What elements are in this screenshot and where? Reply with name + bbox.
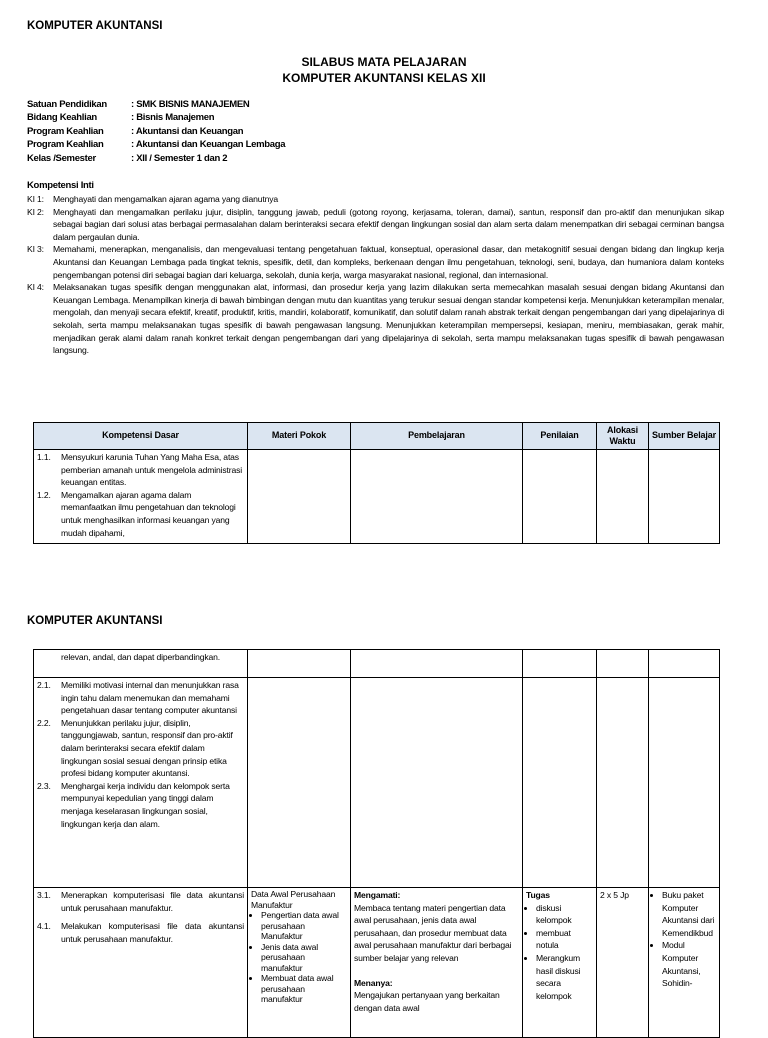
syllabus-table-page2 — [33, 649, 720, 1038]
ki-number: KI 2: — [27, 206, 44, 217]
sumber-list — [652, 889, 716, 990]
kd-text: relevan, andal, dan dapat diperbandingkan. — [61, 652, 221, 662]
empty-cell — [523, 650, 597, 678]
identity-block — [27, 98, 285, 165]
empty-cell — [523, 450, 597, 544]
kd-item — [37, 717, 244, 780]
ki-text: Melaksanakan tugas spesifik dengan menggunakan alat, informasi, dan prosedur kerja yang lazim dilakukan serta memecahkan masalah sesuai dengan bidang Akuntansi dan Keuangan Lembaga. Menampilkan kinerja di bawah bimbingan dengan mutu dan kuantitas yang terukur sesuai dengan standar kompetensi kerja. Menunjukkan keterampilan menalar, mengolah, dan menyaji secara efektif, kreatif, produktif, kritis, mandiri, kolaboratif, komunikatif, dan solutif dalam ranah abstrak terkait dengan pengembangan dari yang dipelajarinya di sekolah, serta mampu melaksanakan tugas spesifik di bawah pengawasan langsung. Menunjukkan keterampilan mempersepsi, kesiapan, meniru, membiasakan, gerak mahir, menjadikan gerak alami dalam ranah konkret terkait dengan pengembangan dari yang dipelajarinya di sekolah, serta mampu melaksanakan tugas spesifik di bawah pengawasan langsung. — [53, 282, 724, 356]
empty-cell — [523, 678, 597, 888]
document-header: KOMPUTER AKUNTANSI — [27, 615, 163, 627]
syllabus-table-page1 — [33, 422, 720, 544]
empty-cell — [248, 650, 351, 678]
penilaian-list — [526, 902, 593, 1003]
mengamati-text: Membaca tentang materi pengertian data awal perusahaan, jenis data awal perusahaan, dan prosedur membuat data awal perusahaan manufaktur dari berbagai sumber belajar yang relevan — [354, 902, 512, 963]
kd-text: Mengamalkan ajaran agama dalam memanfaatkan ilmu pengetahuan dan teknologi untuk menghasilkan informasi keuangan yang mudah dipahami, — [61, 489, 236, 538]
empty-cell — [649, 450, 720, 544]
empty-cell — [351, 650, 523, 678]
header-alokasi-waktu: Alokasi Waktu — [597, 423, 649, 450]
header-kompetensi-dasar: Kompetensi Dasar — [34, 423, 248, 450]
kd-number: 3.1. — [37, 890, 51, 900]
materi-item: • Membuat data awal perusahaan manufaktur — [261, 973, 347, 1005]
materi-heading: Data Awal Perusahaan Manufaktur — [251, 889, 336, 910]
ki-text: Menghayati dan mengamalkan ajaran agama yang dianutnya — [53, 194, 279, 204]
sumber-item: • Modul Komputer Akuntansi, Sohidin- — [662, 939, 716, 989]
kd-cell — [34, 450, 248, 544]
pembelajaran-cell — [351, 888, 523, 1038]
kd-number: 2.2. — [37, 717, 51, 728]
identity-value: : XII / Semester 1 dan 2 — [131, 152, 228, 164]
ki-text: Memahami, menerapkan, menganalisis, dan mengevaluasi tentang pengetahuan faktual, konseptual, operasional dasar, dan metakognitif sesuai dengan bidang dan lingkup kerja Akuntansi dan Keuangan Lembaga pada tingkat teknis, spesifik, detil, dan kompleks, berkenaan dengan ilmu pengetahuan, teknologi, seni, budaya, dan humaniora dalam konteks pengembangan potensi diri sebagai bagian dari keluarga, sekolah, dunia kerja, warga masyarakat nasional, regional, dan internasional. — [53, 244, 724, 280]
materi-list — [251, 910, 347, 1005]
identity-row — [27, 111, 285, 124]
ki-heading: Kompetensi Inti — [27, 180, 94, 191]
ki-list — [27, 193, 724, 357]
ki-item — [27, 193, 724, 206]
kd-item — [37, 651, 244, 664]
empty-cell — [649, 650, 720, 678]
identity-label: Program Keahlian — [27, 125, 104, 137]
ki-text: Menghayati dan mengamalkan perilaku jujur, disiplin, tanggung jawab, peduli (gotong royong, kerjasama, toleran, damai), santun, responsif dan pro-aktif dan menunjukan sikap sebagai bagian dari solusi atas berbagai permasalahan dalam berinteraksi secara efektif dengan lingkungan sosial dan alam serta dalam menempatkan diri sebagai cerminan bangsa dalam pergaulan dunia. — [53, 206, 724, 242]
identity-value: : Bisnis Manajemen — [131, 112, 215, 124]
identity-label: Program Keahlian — [27, 139, 104, 151]
menanya-label: Menanya: — [354, 977, 393, 988]
kd-cell — [34, 650, 248, 678]
ki-item — [27, 206, 724, 244]
empty-cell — [248, 450, 351, 544]
penilaian-item: • membuat notula — [536, 927, 593, 952]
empty-cell — [597, 678, 649, 888]
menanya-text: Mengajukan pertanyaan yang berkaitan dengan data awal — [354, 990, 500, 1013]
materi-item: • Jenis data awal perusahaan manufaktur — [261, 942, 347, 974]
empty-cell — [597, 650, 649, 678]
ki-number: KI 3: — [27, 244, 44, 255]
penilaian-item: • diskusi kelompok — [536, 902, 593, 927]
kd-text: Menunjukkan perilaku jujur, disiplin, tanggungjawab, santun, responsif dan pro-aktif dalam berinteraksi secara efektif dalam lingkungan sosial sesuai dengan prinsip etika profesi bidang komputer akuntansi. — [61, 717, 233, 779]
identity-row — [27, 152, 285, 165]
kd-number: 1.2. — [37, 489, 51, 500]
penilaian-cell — [523, 888, 597, 1038]
kd-item — [37, 489, 244, 539]
empty-cell — [351, 678, 523, 888]
sumber-cell — [649, 888, 720, 1038]
sumber-item: • Buku paket Komputer Akuntansi dari Kemendikbud — [662, 889, 716, 939]
kd-cell — [34, 678, 248, 888]
mengamati-label: Mengamati: — [354, 890, 401, 900]
empty-cell — [248, 678, 351, 888]
empty-cell — [351, 450, 523, 544]
kd-text: Mensyukuri karunia Tuhan Yang Maha Esa, atas pemberian amanah untuk mengelola administrasi keuangan entitas. — [61, 452, 242, 488]
header-materi-pokok: Materi Pokok — [248, 423, 351, 450]
header-penilaian: Penilaian — [523, 423, 597, 450]
empty-cell — [597, 450, 649, 544]
kd-number: 2.1. — [37, 680, 51, 690]
kd-item — [37, 451, 244, 489]
identity-value: : Akuntansi dan Keuangan — [131, 125, 244, 137]
identity-value: : SMK BISNIS MANAJEMEN — [131, 99, 250, 110]
header-sumber-belajar: Sumber Belajar — [649, 423, 720, 450]
kd-text: Melakukan komputerisasi file data akuntansi untuk perusahaan manufaktur. — [61, 921, 244, 944]
alokasi-cell: 2 x 5 Jp — [597, 888, 649, 1038]
identity-label: Bidang Keahlian — [27, 112, 97, 124]
identity-label: Satuan Pendidikan — [27, 99, 107, 110]
materi-item: • Pengertian data awal perusahaan Manufaktur — [261, 910, 347, 942]
kd-number: 2.3. — [37, 780, 51, 791]
identity-row — [27, 125, 285, 138]
header-pembelajaran: Pembelajaran — [351, 423, 523, 450]
penilaian-label: Tugas — [526, 890, 550, 900]
ki-item — [27, 281, 724, 357]
kd-number: 1.1. — [37, 452, 51, 462]
kd-text: Menghargai kerja individu dan kelompok serta mempunyai kepedulian yang tinggi dalam menjaga keselarasan lingkungan sosial, lingkungan kerja dan alam. — [61, 780, 230, 829]
kd-item — [37, 920, 244, 945]
identity-value: : Akuntansi dan Keuangan Lembaga — [131, 139, 286, 151]
penilaian-item: • Merangkum hasil diskusi secara kelompok — [536, 952, 593, 1002]
materi-cell — [248, 888, 351, 1038]
identity-row — [27, 98, 285, 111]
empty-cell — [649, 678, 720, 888]
syllabus-subtitle: KOMPUTER AKUNTANSI KELAS XII — [282, 71, 486, 85]
ki-number: KI 1: — [27, 194, 44, 204]
kd-text: Menerapkan komputerisasi file data akuntansi untuk perusahaan manufaktur. — [61, 890, 244, 913]
identity-label: Kelas /Semester — [27, 152, 96, 164]
kd-cell — [34, 888, 248, 1038]
kd-number: 4.1. — [37, 921, 51, 932]
identity-row — [27, 138, 285, 151]
kd-text: Memiliki motivasi internal dan menunjukkan rasa ingin tahu dalam menemukan dan memahami pengetahuan dasar tentang computer akuntansi — [61, 680, 239, 716]
kd-item — [37, 780, 244, 830]
document-header: KOMPUTER AKUNTANSI — [27, 20, 163, 32]
syllabus-title: SILABUS MATA PELAJARAN — [301, 55, 467, 69]
kd-item — [37, 679, 244, 717]
ki-number: KI 4: — [27, 282, 44, 293]
ki-item — [27, 243, 724, 281]
kd-item — [37, 889, 244, 914]
